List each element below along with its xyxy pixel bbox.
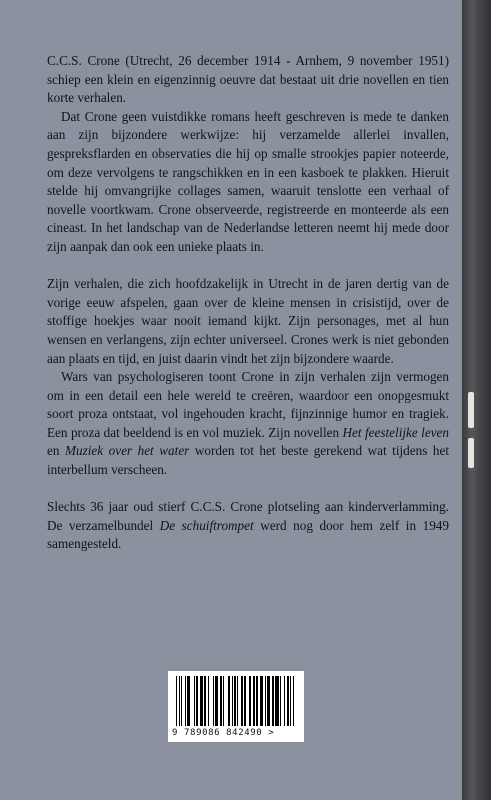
paragraph-method	[47, 108, 449, 257]
text-segment: C.C.S. Crone (Utrecht, 26 december 1914 - Arnhem, 9 november 1951) schiep een klein en eigenzinnig oeuvre dat bestaat uit drie novellen en tien korte verhalen.	[47, 53, 449, 106]
text-segment: worden tot het beste gerekend wat tijdens het interbellum verscheen.	[47, 443, 449, 478]
text-segment: Zijn verhalen, die zich hoofdzakelijk in Utrecht in de jaren dertig van de vorige eeuw afspelen, gaan over de kleine mensen in crisistijd, over de stoffige hoekjes waar nooit iemand kijkt. Zijn personages, met al hun wensen en verlangens, zijn echter universeel. Crones werk is niet gebonden aan plaats en tijd, en juist daarin vindt het zijn bijzondere waarde.	[47, 276, 449, 366]
text-segment: Dat Crone geen vuistdikke romans heeft geschreven is mede te danken aan zijn bijzondere werkwijze: hij verzamelde allerlei invallen, gespreksflarden en observaties die hij op smalle strookjes papier noteerde, om deze vervolgens te rangschikken en in een kasboek te plakken. Hieruit stelde hij omvangrijke collages samen, waaruit tenslotte een verhaal of novelle voortkwam. Crone observeerde, registreerde en monteerde als een cineast. In het landschap van de Nederlandse letteren neemt hij mede door zijn aanpak dan ook een unieke plaats in.	[47, 108, 449, 254]
blurb-text	[47, 52, 449, 554]
book-title: Het feestelijke leven	[342, 424, 449, 440]
paragraph-intro	[47, 52, 449, 108]
text-segment: Slechts 36 jaar oud stierf C.C.S. Crone plotseling aan kinderverlamming. De verzamelbundel	[47, 499, 449, 533]
isbn-number: 9 789086 842490 >	[172, 728, 275, 738]
paragraph-death	[47, 498, 449, 554]
book-title: De schuiftrompet	[159, 517, 254, 533]
isbn-barcode	[168, 671, 304, 742]
book-title: Muziek over het water	[65, 443, 190, 459]
text-segment: werd nog door hem zelf in 1949 samengesteld.	[47, 517, 449, 552]
paragraph-stories	[47, 275, 449, 368]
barcode-bar	[293, 676, 294, 726]
text-segment: Wars van psychologiseren toont Crone in zijn verhalen zijn vermogen om in een detail een hele wereld te creëren, waardoor een onopgesmukt soort proza ontstaat, vol ingehouden kracht, fijnzinnige humor en tragiek. Een proza dat beeldend is en vol muziek. Zijn novellen	[47, 369, 449, 440]
spine-mark-upper	[468, 392, 474, 428]
text-segment: en	[47, 443, 65, 459]
barcode-bars	[176, 676, 294, 726]
spine-mark-lower	[468, 438, 474, 468]
book-spine	[462, 0, 491, 800]
paragraph-style	[47, 368, 449, 480]
